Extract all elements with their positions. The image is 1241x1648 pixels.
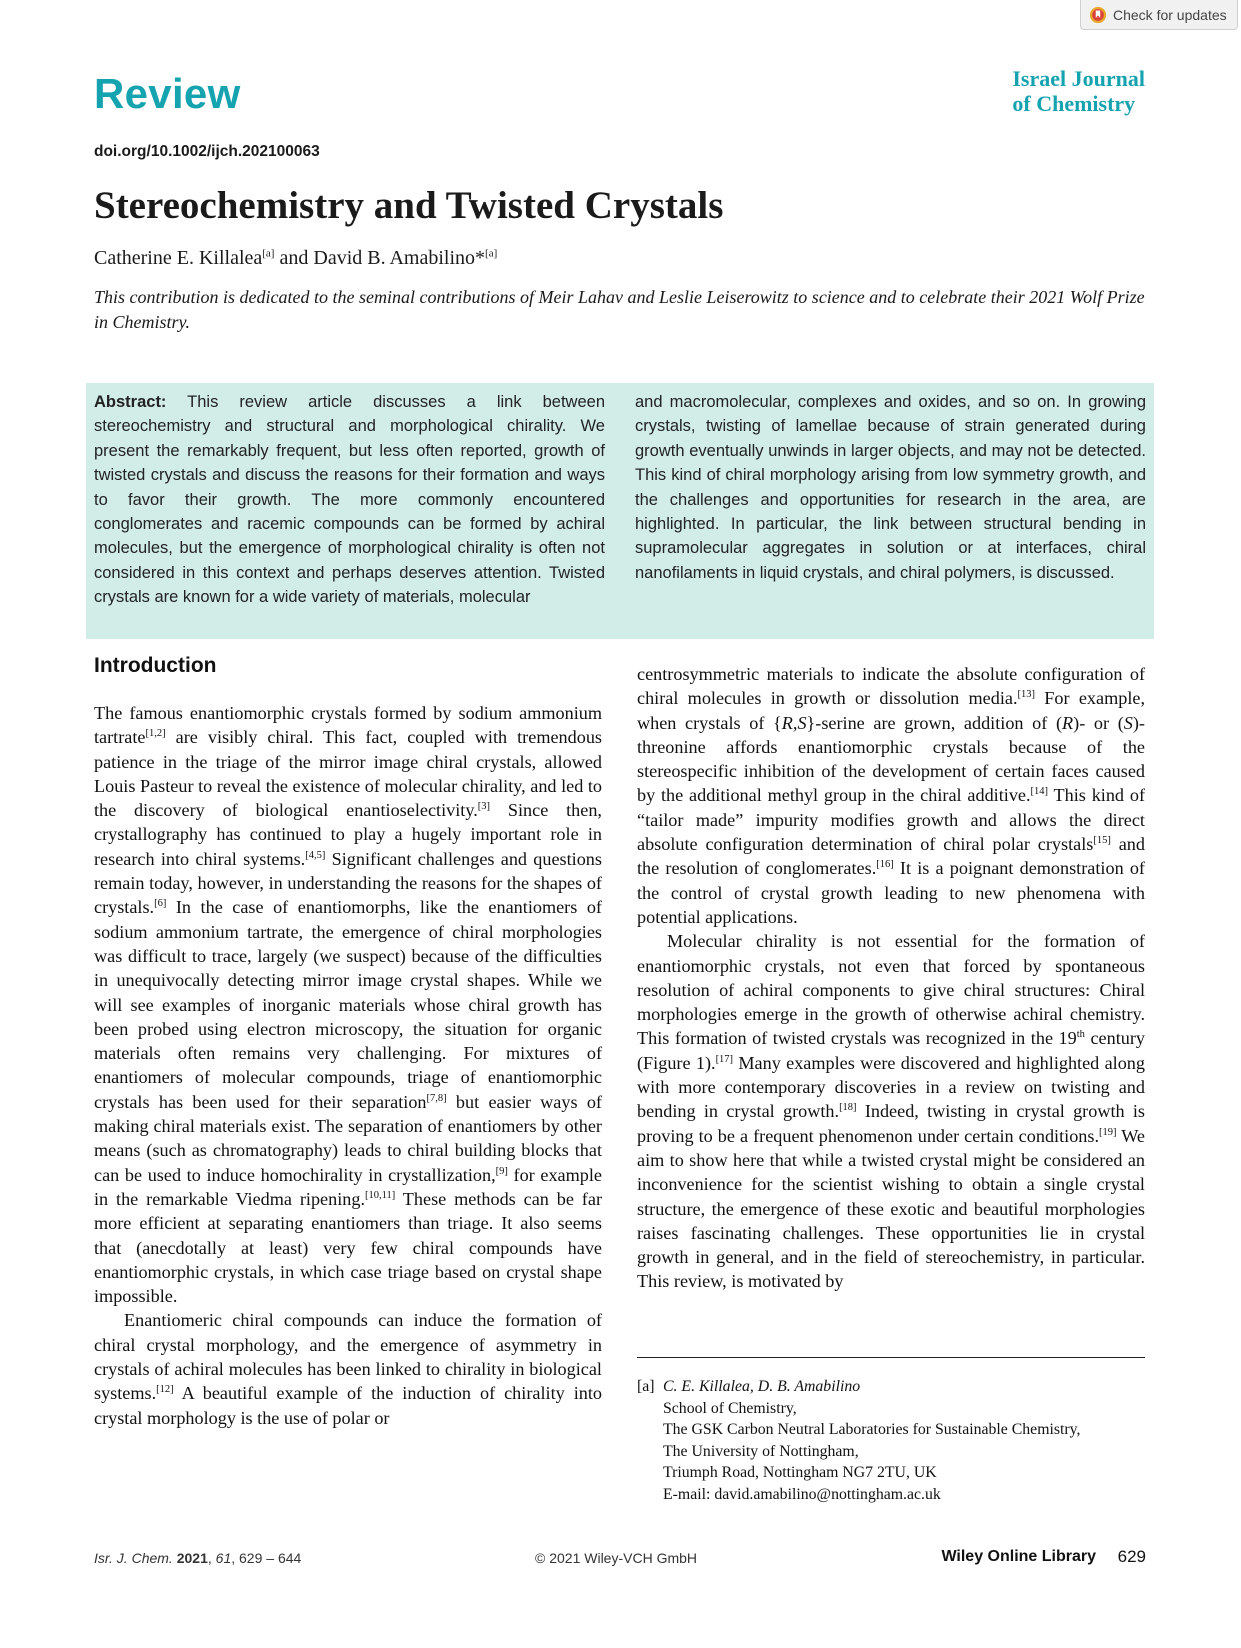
abstract-label: Abstract: (94, 393, 167, 411)
check-for-updates-badge[interactable] (1080, 0, 1238, 30)
body-paragraph: centrosymmetric materials to indicate the absolute configuration of chiral molecules in growth or dissolution media.[13] For example, when crystals of {R,S}-serine are grown, addition of (R)- or (S)-threonine affords enantiomorphic crystals because of the stereospecific inhibition of the development of certain faces caused by the additional methyl group in the chiral additive.[14] This kind of “tailor made” impurity modifies growth and allows the direct absolute configuration determination of chiral polar crystals[15] and the resolution of conglomerates.[16] It is a poignant demonstration of the control of crystal growth leading to new phenomena with potential applications. (637, 664, 1145, 927)
citation-ref[interactable]: [18] (839, 1102, 857, 1114)
author-name: David B. Amabilino* (313, 247, 486, 269)
citation-ref[interactable]: [9] (495, 1165, 508, 1177)
body-left-column (94, 653, 602, 1430)
wiley-online-library-link[interactable]: Wiley Online Library (941, 1548, 1096, 1565)
abstract-text: This review article discusses a link between stereochemistry and structural and morphological chirality. We present the remarkably frequent, but less often reported, growth of twisted crystals and discuss the reasons for their formation and ways to favor their growth. The more commonly encountered conglomerates and racemic compounds can be formed by achiral molecules, but the emergence of morphological chirality is often not considered in this context and perhaps deserves attention. Twisted crystals are known for a wide variety of materials, molecular (94, 393, 605, 607)
abstract-right-column: and macromolecular, complexes and oxides, and so on. In growing crystals, twisting of lamellae because of strain generated during growth eventually unwinds in larger objects, and may not be detected. This kind of chiral morphology arising from low symmetry growth, and the challenges and opportunities for research in the area, are highlighted. In particular, the link between structural bending in supramolecular aggregates in solution or at interfaces, chiral nanofilaments in liquid crystals, and chiral polymers, is discussed. (635, 393, 1146, 582)
affiliation-names: C. E. Killalea, D. B. Amabilino (663, 1378, 861, 1395)
dedication-note: This contribution is dedicated to the seminal contributions of Meir Lahav and Leslie Leiserowitz to science and to celebrate their 2021 Wolf Prize in Chemistry. (94, 287, 1145, 332)
affiliation-mark: [a] (637, 1378, 655, 1395)
body-paragraph: Enantiomeric chiral compounds can induce the formation of chiral crystal morphology, and the emergence of asymmetry in crystals of achiral molecules has been linked to chirality in biological systems.[12] A beautiful example of the induction of chirality into crystal morphology is the use of polar or (94, 1310, 602, 1428)
citation-ref[interactable]: [10,11] (365, 1189, 396, 1201)
journal-logo (1012, 66, 1145, 116)
crossmark-icon (1089, 6, 1107, 24)
body-paragraph: The famous enantiomorphic crystals formed by sodium ammonium tartrate[1,2] are visibly chiral. This fact, coupled with tremendous patience in the triage of the mirror image chiral crystals, allowed Louis Pasteur to reveal the existence of molecular chirality, and led to the discovery of biological enantioselectivity.[3] Since then, crystallography has continued to play a hugely important role in research into chiral systems.[4,5] Significant challenges and questions remain today, however, in understanding the reasons for the shapes of crystals.[6] In the case of enantiomorphs, like the enantiomers of sodium ammonium tartrate, the emergence of chiral morphologies was difficult to trace, largely (we suspect) because of the difficulties in unequivocally detecting mirror image crystal shapes. While we will see examples of inorganic materials whose chiral growth has been probed using electron microscopy, the situation for organic materials often remains very challenging. For mixtures of enantiomers of molecular compounds, triage of enantiomorphic crystals has been used for their separation[7,8] but easier ways of making chiral materials exist. The separation of enantiomers by other means (such as chromatography) leads to chiral building blocks that can be used to induce homochirality in crystallization,[9] for example in the remarkable Viedma ripening.[10,11] These methods can be far more efficient at separating enantiomers than triage. It also seems that (anecdotally at least) very few chiral compounds have enantiomorphic crystals, in which case triage based on crystal shape impossible. (94, 703, 602, 1307)
citation-ref[interactable]: [19] (1099, 1126, 1117, 1138)
affiliation-footnote (637, 1376, 1157, 1505)
doi-link[interactable]: doi.org/10.1002/ijch.202100063 (94, 143, 320, 160)
body-right-column (637, 662, 1145, 1294)
citation-ref[interactable]: [4,5] (305, 849, 326, 861)
citation-ref[interactable]: [13] (1017, 689, 1035, 701)
author-separator: and (274, 247, 314, 269)
ordinal-suffix: th (1076, 1029, 1085, 1041)
article-title: Stereochemistry and Twisted Crystals (94, 184, 724, 227)
journal-name-line1: Israel Journal (1012, 66, 1145, 91)
section-heading-introduction: Introduction (94, 654, 217, 677)
abstract-left-column (94, 390, 605, 639)
journal-name-line2: of Chemistry (1012, 91, 1136, 116)
author-list (94, 247, 497, 270)
citation-ref[interactable]: [6] (154, 898, 167, 910)
affiliation-email[interactable]: E-mail: david.amabilino@nottingham.ac.uk (663, 1485, 941, 1503)
citation-ref[interactable]: [15] (1093, 835, 1111, 847)
affiliation-line: The University of Nottingham, (663, 1442, 859, 1460)
footnote-divider (637, 1357, 1145, 1358)
body-paragraph: Molecular chirality is not essential for the formation of enantiomorphic crystals, not even that forced by spontaneous resolution of achiral components to give chiral structures: Chiral morphologies emerge in the growth of otherwise achiral chemistry. This formation of twisted crystals was recognized in the 19th century (Figure 1).[17] Many examples were discovered and highlighted along with more contemporary discoveries in a review on twisting and bending in crystal growth.[18] Indeed, twisting in crystal growth is proving to be a frequent phenomenon under certain conditions.[19] We aim to show here that while a twisted crystal might be considered an inconvenience for the scientist wishing to obtain a single crystal structure, the emergence of these exotic and beautiful morphologies raises fascinating challenges. These opportunities lie in crystal growth in general, and in the field of stereochemistry, in particular. This review, is motivated by (637, 931, 1146, 1292)
section-label: Review (94, 70, 241, 117)
affiliation-marker: [a] (262, 247, 275, 260)
page-number: 629 (1117, 1547, 1146, 1566)
affiliation-line: The GSK Carbon Neutral Laboratories for Sustainable Chemistry, (663, 1421, 1081, 1438)
affiliation-line: School of Chemistry, (663, 1399, 797, 1417)
citation-ref[interactable]: [12] (156, 1384, 174, 1396)
citation-footer: Isr. J. Chem. 2021, 61, 629 – 644 (94, 1550, 302, 1566)
copyright-notice: © 2021 Wiley-VCH GmbH (535, 1550, 698, 1566)
affiliation-marker: [a] (485, 247, 498, 260)
affiliation-line: Triumph Road, Nottingham NG7 2TU, UK (663, 1464, 937, 1481)
author-name: Catherine E. Killalea (94, 247, 263, 269)
citation-ref[interactable]: [1,2] (145, 728, 166, 740)
citation-ref[interactable]: [7,8] (426, 1092, 447, 1104)
page-footer (94, 1548, 1146, 1572)
citation-ref[interactable]: [17] (715, 1053, 734, 1065)
citation-ref[interactable]: [3] (477, 801, 491, 813)
abstract-box (86, 383, 1154, 639)
check-for-updates-label: Check for updates (1113, 6, 1227, 23)
citation-ref[interactable]: [14] (1030, 786, 1049, 798)
citation-ref[interactable]: [16] (876, 859, 894, 871)
